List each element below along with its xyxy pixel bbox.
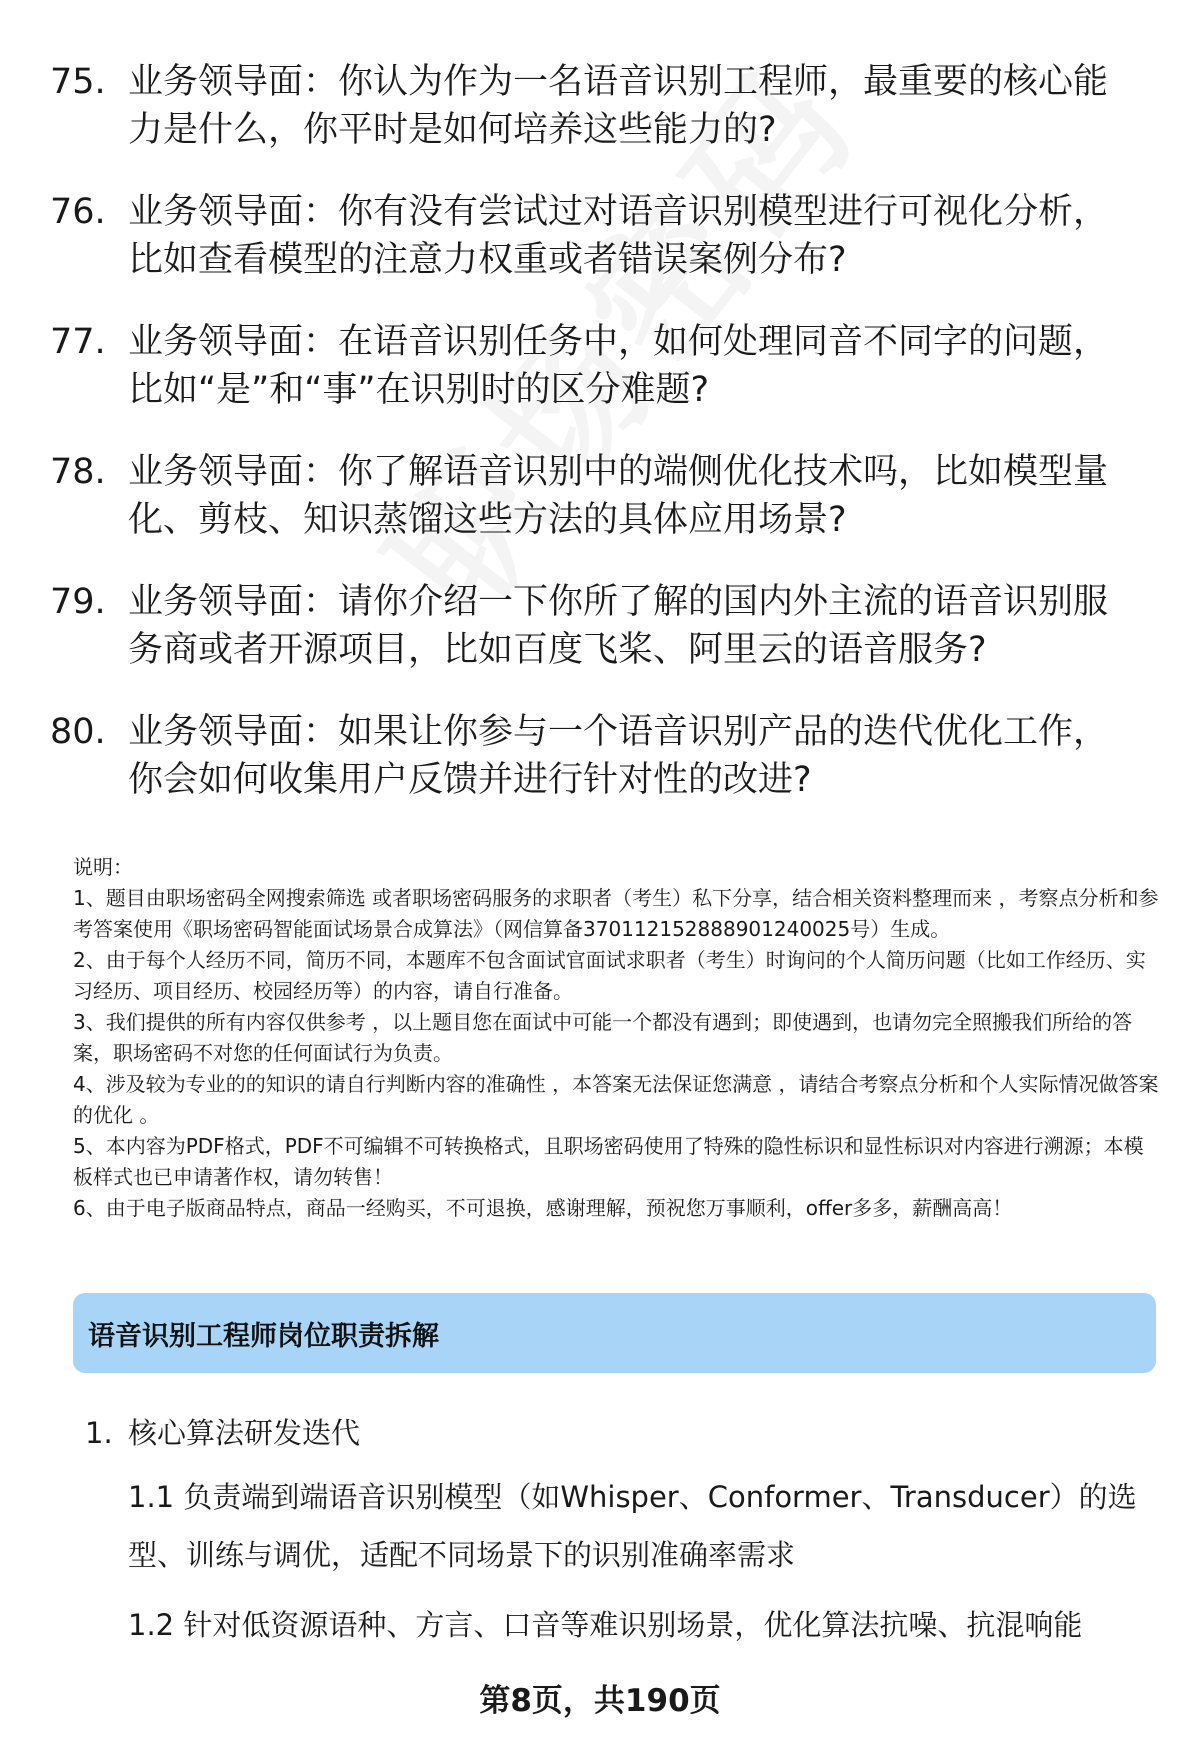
question-number: 76. [50,192,106,232]
page-footer: 第8页，共190页 [479,1683,721,1719]
duty-subitem: 1.1 负责端到端语音识别模型（如Whisper、Conformer、Transducer）的选型、训练与调优，适配不同场景下的识别准确率需求 [128,1480,1137,1572]
duty-number: 1. [85,1416,113,1450]
question-list [50,58,1160,838]
question-text: 业务领导面：请你介绍一下你所了解的国内外主流的语音识别服务商或者开源项目，比如百度飞桨、阿里云的语音服务? [128,582,1109,670]
note-item: 6、由于电子版商品特点，商品一经购买，不可退换，感谢理解，预祝您万事顺利，offer多多，薪酬高高！ [73,1196,1013,1220]
question-item [50,58,1160,154]
question-number: 80. [50,712,106,752]
question-item [50,448,1160,544]
question-number: 75. [50,62,106,102]
question-item [50,708,1160,804]
question-number: 79. [50,582,106,622]
question-text: 业务领导面：你有没有尝试过对语音识别模型进行可视化分析，比如查看模型的注意力权重或者错误案例分布? [128,192,1109,280]
note-item: 5、本内容为PDF格式，PDF不可编辑不可转换格式，且职场密码使用了特殊的隐性标识和显性标识对内容进行溯源；本模板样式也已申请著作权，请勿转售！ [73,1134,1144,1189]
section-header [73,1293,1156,1373]
question-text: 业务领导面：如果让你参与一个语音识别产品的迭代优化工作，你会如何收集用户反馈并进行针对性的改进? [128,712,1109,800]
question-number: 77. [50,322,106,362]
question-item [50,318,1160,414]
notes-title: 说明： [73,855,133,879]
duty-list [85,1410,1160,1654]
note-item: 2、由于每个人经历不同，简历不同，本题库不包含面试官面试求职者（考生）时询问的个人简历问题（比如工作经历、实习经历、项目经历、校园经历等）的内容，请自行准备。 [73,948,1146,1003]
note-item: 1、题目由职场密码全网搜索筛选 或者职场密码服务的求职者（考生）私下分享，结合相关资料整理而来 ，考察点分析和参考答案使用《职场密码智能面试场景合成算法》（网信算备370112152888901240025号）生成。 [73,886,1159,941]
question-text: 业务领导面：你认为作为一名语音识别工程师，最重要的核心能力是什么，你平时是如何培养这些能力的? [128,62,1109,150]
duty-subitem: 1.2 针对低资源语种、方言、口音等难识别场景，优化算法抗噪、抗混响能 [128,1608,1083,1642]
note-item: 3、我们提供的所有内容仅供参考 ，以上题目您在面试中可能一个都没有遇到；即使遇到，也请勿完全照搬我们所给的答案，职场密码不对您的任何面试行为负责。 [73,1010,1133,1065]
question-text: 业务领导面：你了解语音识别中的端侧优化技术吗，比如模型量化、剪枝、知识蒸馏这些方法的具体应用场景? [128,452,1109,540]
note-item: 4、涉及较为专业的的知识的请自行判断内容的准确性 ，本答案无法保证您满意 ，请结合考察点分析和个人实际情况做答案的优化 。 [73,1072,1159,1127]
section-title: 语音识别工程师岗位职责拆解 [88,1320,439,1352]
question-number: 78. [50,452,106,492]
question-item [50,188,1160,284]
duty-item [85,1410,1160,1456]
question-item [50,578,1160,674]
question-text: 业务领导面：在语音识别任务中，如何处理同音不同字的问题，比如“是”和“事”在识别时的区分难题? [128,322,1109,410]
notes-block [73,852,1163,1224]
duty-title: 核心算法研发迭代 [128,1416,361,1450]
